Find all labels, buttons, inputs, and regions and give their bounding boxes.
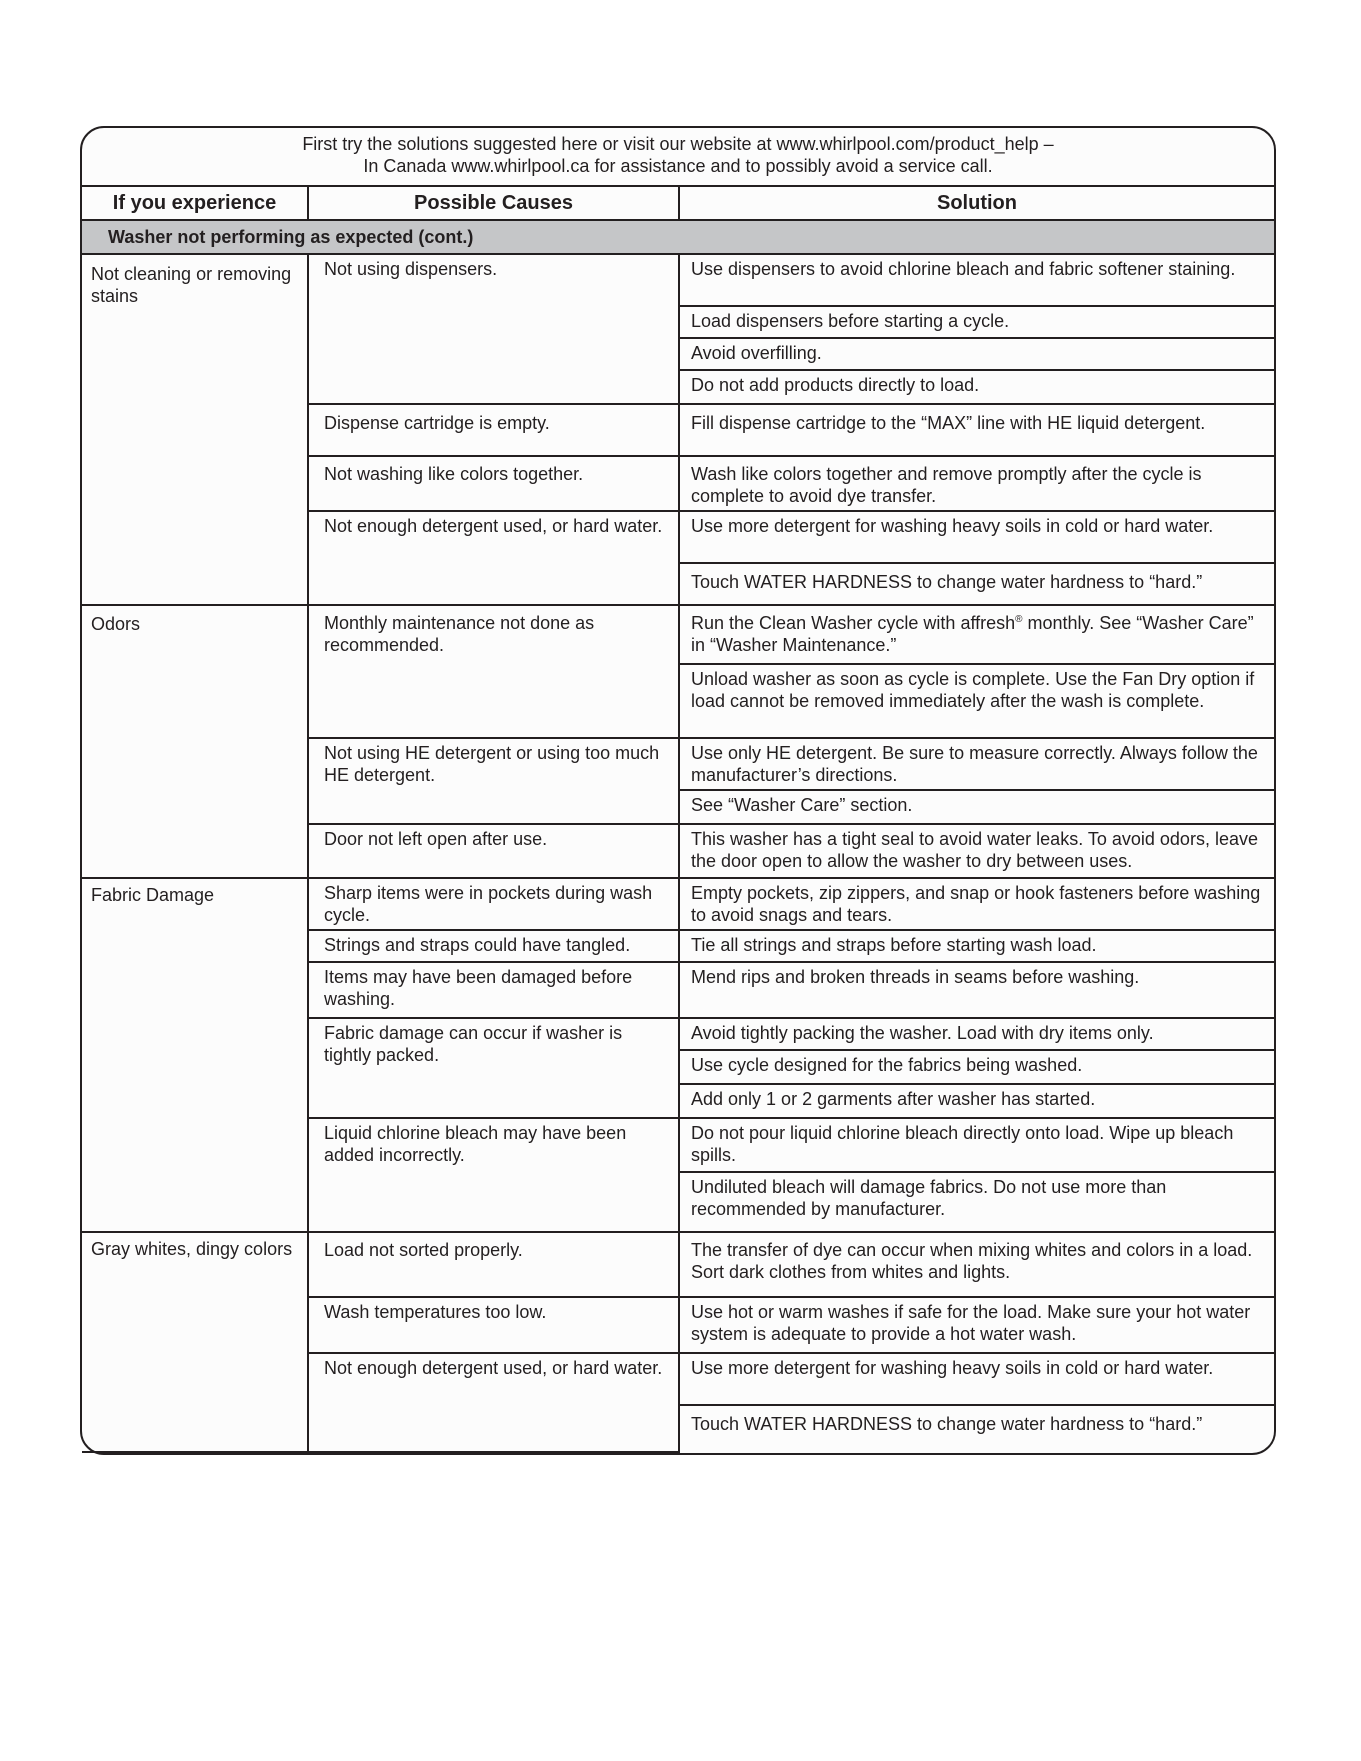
problem-cell: Not cleaning or removing stains: [82, 254, 308, 605]
cause-cell: Liquid chlorine bleach may have been added incorrectly.: [308, 1118, 679, 1232]
cause-cell: Dispense cartridge is empty.: [308, 404, 679, 456]
intro-line-2: In Canada www.whirlpool.ca for assistance and to possibly avoid a service call.: [363, 156, 993, 176]
section-header-row: [82, 220, 1274, 254]
column-header-causes: Possible Causes: [308, 187, 679, 220]
cause-cell: Not enough detergent used, or hard water.: [308, 1353, 679, 1452]
solution-cell: Empty pockets, zip zippers, and snap or hook fasteners before washing to avoid snags and tears.: [679, 878, 1274, 930]
solution-cell: This washer has a tight seal to avoid water leaks. To avoid odors, leave the door open to allow the washer to dry between uses.: [679, 824, 1274, 878]
problem-cell: Gray whites, dingy colors: [82, 1232, 308, 1452]
column-header-solution: Solution: [679, 187, 1274, 220]
solution-cell: [679, 605, 1274, 664]
solution-cell: Use cycle designed for the fabrics being washed.: [679, 1050, 1274, 1084]
solution-cell: Touch WATER HARDNESS to change water hardness to “hard.”: [691, 1414, 1203, 1434]
solution-cell: Add only 1 or 2 garments after washer has started.: [679, 1084, 1274, 1118]
cause-cell: Monthly maintenance not done as recommended.: [308, 605, 679, 738]
cause-cell: Not using HE detergent or using too much HE detergent.: [308, 738, 679, 824]
solution-cell: Do not add products directly to load.: [679, 370, 1274, 404]
troubleshooting-panel: [80, 126, 1276, 1455]
registered-mark: ®: [1015, 614, 1023, 625]
solution-cell: Use hot or warm washes if safe for the load. Make sure your hot water system is adequate to provide a hot water wash.: [679, 1297, 1274, 1353]
problem-cell: Odors: [82, 605, 308, 878]
solution-cell: Wash like colors together and remove promptly after the cycle is complete to avoid dye transfer.: [679, 456, 1274, 511]
solution-cell: Avoid overfilling.: [679, 338, 1274, 370]
troubleshooting-table: [82, 187, 1274, 1453]
cause-cell: Items may have been damaged before washing.: [308, 962, 679, 1018]
table-row: [82, 605, 1274, 664]
solution-cell: Use more detergent for washing heavy soils in cold or hard water.: [679, 511, 1274, 563]
solution-cell: Touch WATER HARDNESS to change water hardness to “hard.”: [679, 563, 1274, 605]
cause-cell: Not using dispensers.: [308, 254, 679, 404]
cause-cell: Wash temperatures too low.: [308, 1297, 679, 1353]
problem-cell: Fabric Damage: [82, 878, 308, 1232]
solution-cell: The transfer of dye can occur when mixing whites and colors in a load. Sort dark clothes from whites and lights.: [679, 1232, 1274, 1297]
cause-cell: Fabric damage can occur if washer is tightly packed.: [308, 1018, 679, 1118]
intro-note: [82, 128, 1274, 187]
solution-cell: Mend rips and broken threads in seams before washing.: [679, 962, 1274, 1018]
cause-cell: Not washing like colors together.: [308, 456, 679, 511]
cause-cell: Not enough detergent used, or hard water.: [308, 511, 679, 605]
cause-cell: Load not sorted properly.: [308, 1232, 679, 1297]
solution-cell: Use more detergent for washing heavy soils in cold or hard water.: [679, 1353, 1274, 1405]
column-header-row: [82, 187, 1274, 220]
solution-cell: Tie all strings and straps before starting wash load.: [679, 930, 1274, 962]
column-header-experience: If you experience: [82, 187, 308, 220]
intro-line-1: First try the solutions suggested here or visit our website at www.whirlpool.com/product_help –: [302, 134, 1054, 154]
section-title: Washer not performing as expected (cont.): [82, 220, 1274, 254]
solution-cell: Fill dispense cartridge to the “MAX” line with HE liquid detergent.: [679, 404, 1274, 456]
cause-cell: Strings and straps could have tangled.: [308, 930, 679, 962]
cause-cell: Door not left open after use.: [308, 824, 679, 878]
affresh-text: Run the Clean Washer cycle with affresh® monthly. See “Washer Care” in “Washer Maintenance.”: [691, 613, 1254, 655]
table-row: [82, 1232, 1274, 1297]
solution-cell: Use only HE detergent. Be sure to measure correctly. Always follow the manufacturer’s directions.: [679, 738, 1274, 790]
solution-cell: Load dispensers before starting a cycle.: [679, 306, 1274, 338]
solution-cell: See “Washer Care” section.: [679, 790, 1274, 824]
solution-cell: Avoid tightly packing the washer. Load with dry items only.: [679, 1018, 1274, 1050]
cause-cell: Sharp items were in pockets during wash cycle.: [308, 878, 679, 930]
table-row: [82, 254, 1274, 306]
solution-cell: Use dispensers to avoid chlorine bleach and fabric softener staining.: [679, 254, 1274, 306]
solution-cell: Do not pour liquid chlorine bleach directly onto load. Wipe up bleach spills.: [679, 1118, 1274, 1172]
solution-cell: Unload washer as soon as cycle is complete. Use the Fan Dry option if load cannot be removed immediately after the wash is complete.: [679, 664, 1274, 738]
table-row: [82, 878, 1274, 930]
solution-cell: Undiluted bleach will damage fabrics. Do not use more than recommended by manufacturer.: [679, 1172, 1274, 1232]
